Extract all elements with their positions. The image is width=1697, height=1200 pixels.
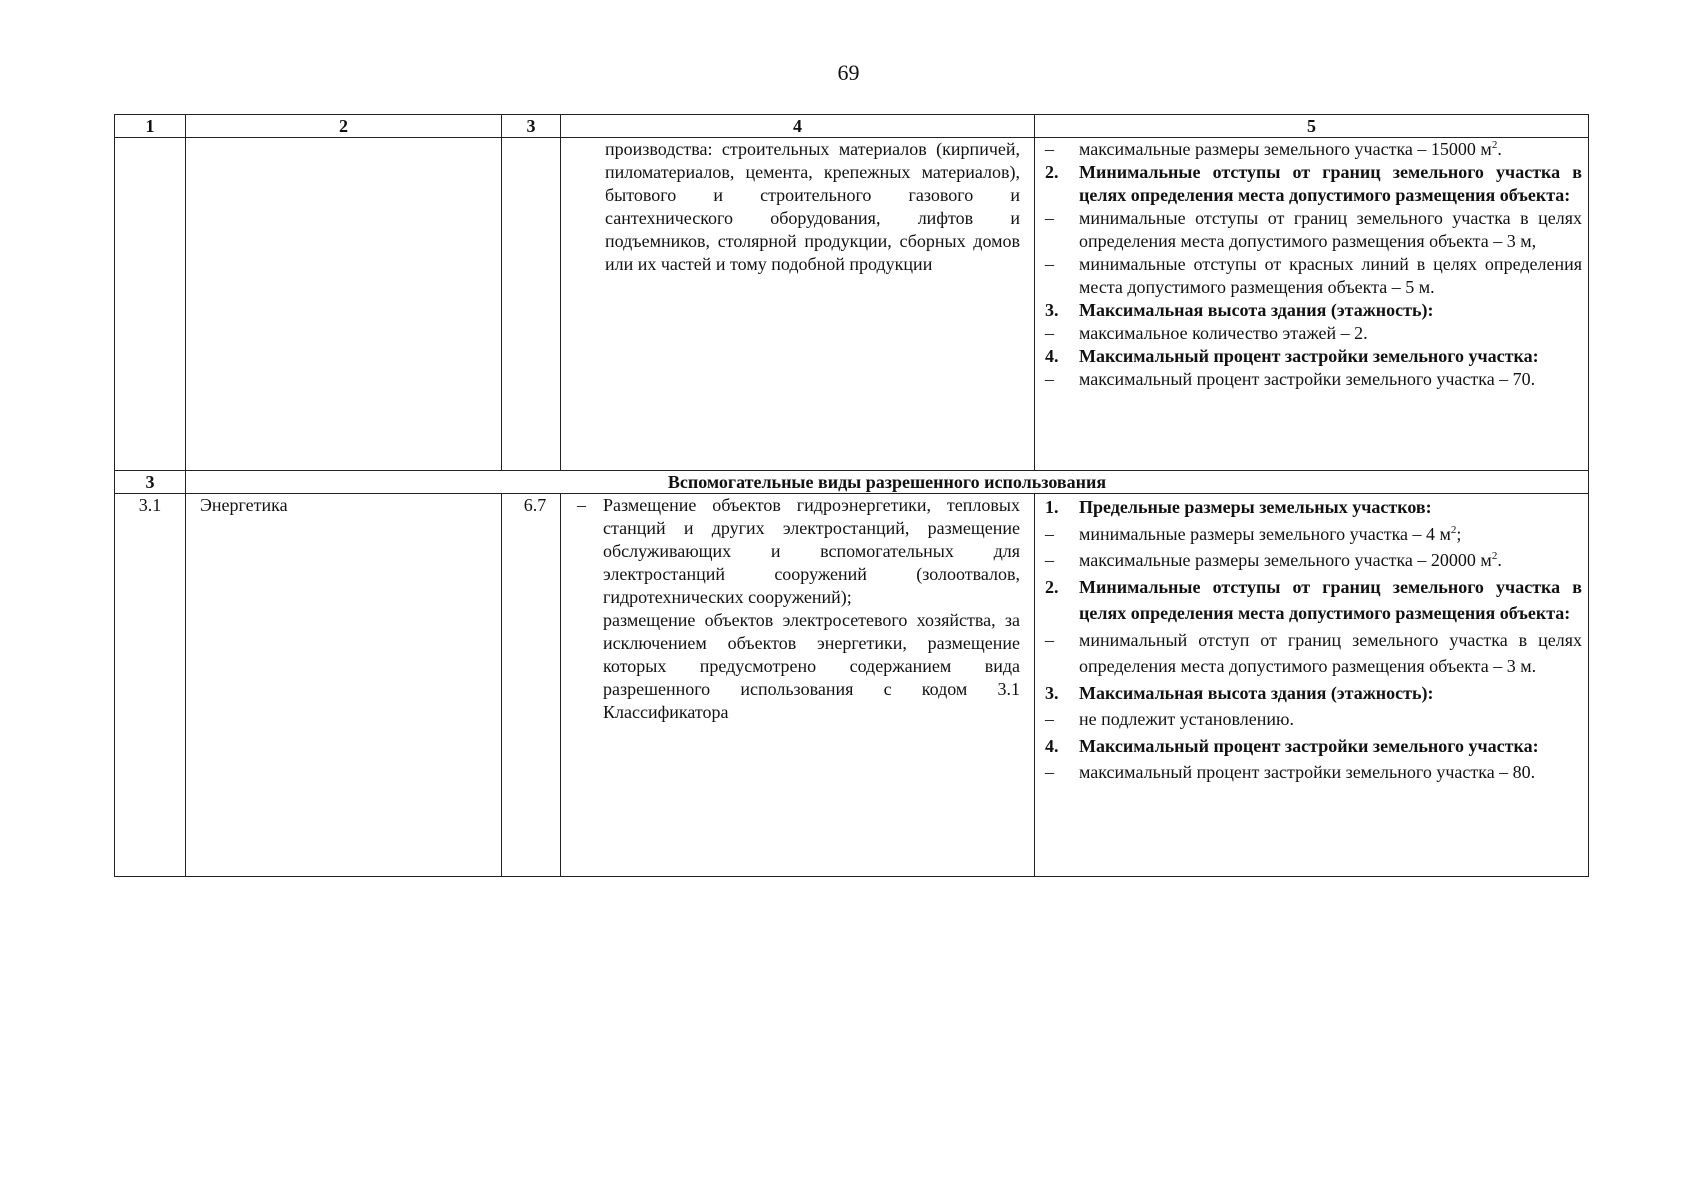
use-code: 6.7: [502, 494, 561, 877]
dash-marker: –: [1045, 762, 1054, 782]
list-item: – максимальные размеры земельного участка – 20000 $м^2$.: [1045, 547, 1582, 574]
list-heading: 4. Максимальный процент застройки земельного участка:: [1045, 346, 1539, 366]
dash-marker: –: [1045, 369, 1054, 389]
dash-marker: –: [577, 495, 586, 515]
parameters-cell: [1035, 138, 1589, 471]
list-heading: 3. Максимальная высота здания (этажность):: [1045, 682, 1434, 703]
list-heading: 2. Минимальные отступы от границ земельного участка в целях определения места допустимого размещения объекта:: [1045, 162, 1582, 205]
list-heading: 3. Максимальная высота здания (этажность):: [1045, 300, 1434, 320]
dash-marker: –: [1045, 208, 1054, 228]
dash-marker: –: [1045, 709, 1054, 729]
list-item: – максимальный процент застройки земельного участка – 80.: [1045, 759, 1582, 786]
dash-marker: –: [1045, 323, 1054, 343]
header-col-2: 2: [186, 115, 502, 138]
section-row: [115, 471, 1589, 494]
header-col-3: 3: [502, 115, 561, 138]
list-item: – не подлежит установлению.: [1045, 706, 1582, 733]
zoning-table: [114, 114, 1589, 877]
section-title: Вспомогательные виды разрешенного использования: [186, 471, 1589, 494]
parameters-cell: [1035, 494, 1589, 877]
list-heading: 4. Максимальный процент застройки земельного участка:: [1045, 735, 1539, 756]
list-item: – максимальные размеры земельного участка – 15000 $м^2$.: [1045, 139, 1502, 159]
header-col-4: 4: [561, 115, 1035, 138]
row-number: 3.1: [115, 494, 186, 877]
table-header-row: [115, 115, 1589, 138]
dash-marker: –: [1045, 523, 1054, 544]
table-row: [115, 138, 1589, 471]
list-item: – минимальные отступы от границ земельного участка в целях определения места допустимого размещения объекта – 3 м,: [1045, 208, 1582, 251]
header-col-5: 5: [1035, 115, 1589, 138]
section-number: 3: [115, 471, 186, 494]
page-number: 69: [837, 60, 860, 85]
header-col-1: 1: [115, 115, 186, 138]
list-heading: 1. Предельные размеры земельных участков:: [1045, 497, 1432, 517]
list-item: – максимальный процент застройки земельного участка – 70.: [1045, 369, 1536, 389]
use-description: – Размещение объектов гидроэнергетики, тепловых станций и других электростанций, размещение обслуживающих и вспомогательных для электростанций сооружений (золоотвалов, гидротехнических сооружений); размещение объектов электросетевого хозяйства, за исключением объектов энергетики, размещение которых предусмотрено содержанием вида разрешенного использования с кодом 3.1 Классификатора: [577, 495, 1020, 722]
dash-marker: –: [1045, 629, 1054, 650]
list-item: – максимальное количество этажей – 2.: [1045, 323, 1368, 343]
table-row: [115, 494, 1589, 877]
dash-marker: –: [1045, 254, 1054, 274]
list-item: – минимальный отступ от границ земельного участка в целях определения места допустимого размещения объекта – 3 м.: [1045, 627, 1582, 680]
dash-marker: –: [1045, 139, 1054, 159]
list-heading: 2. Минимальные отступы от границ земельного участка в целях определения места допустимого размещения объекта:: [1045, 576, 1582, 623]
use-description: производства: строительных материалов (кирпичей, пиломатериалов, цемента, крепежных материалов), бытового и строительного газового и сантехнического оборудования, лифтов и подъемников, столярной продукции, сборных домов или их частей и тому подобной продукции: [605, 139, 1020, 274]
list-item: – минимальные отступы от красных линий в целях определения места допустимого размещения объекта – 5 м.: [1045, 254, 1582, 297]
list-item: – минимальные размеры земельного участка – 4 $м^2$;: [1045, 521, 1582, 548]
dash-marker: –: [1045, 550, 1054, 570]
use-name: Энергетика: [186, 494, 502, 877]
